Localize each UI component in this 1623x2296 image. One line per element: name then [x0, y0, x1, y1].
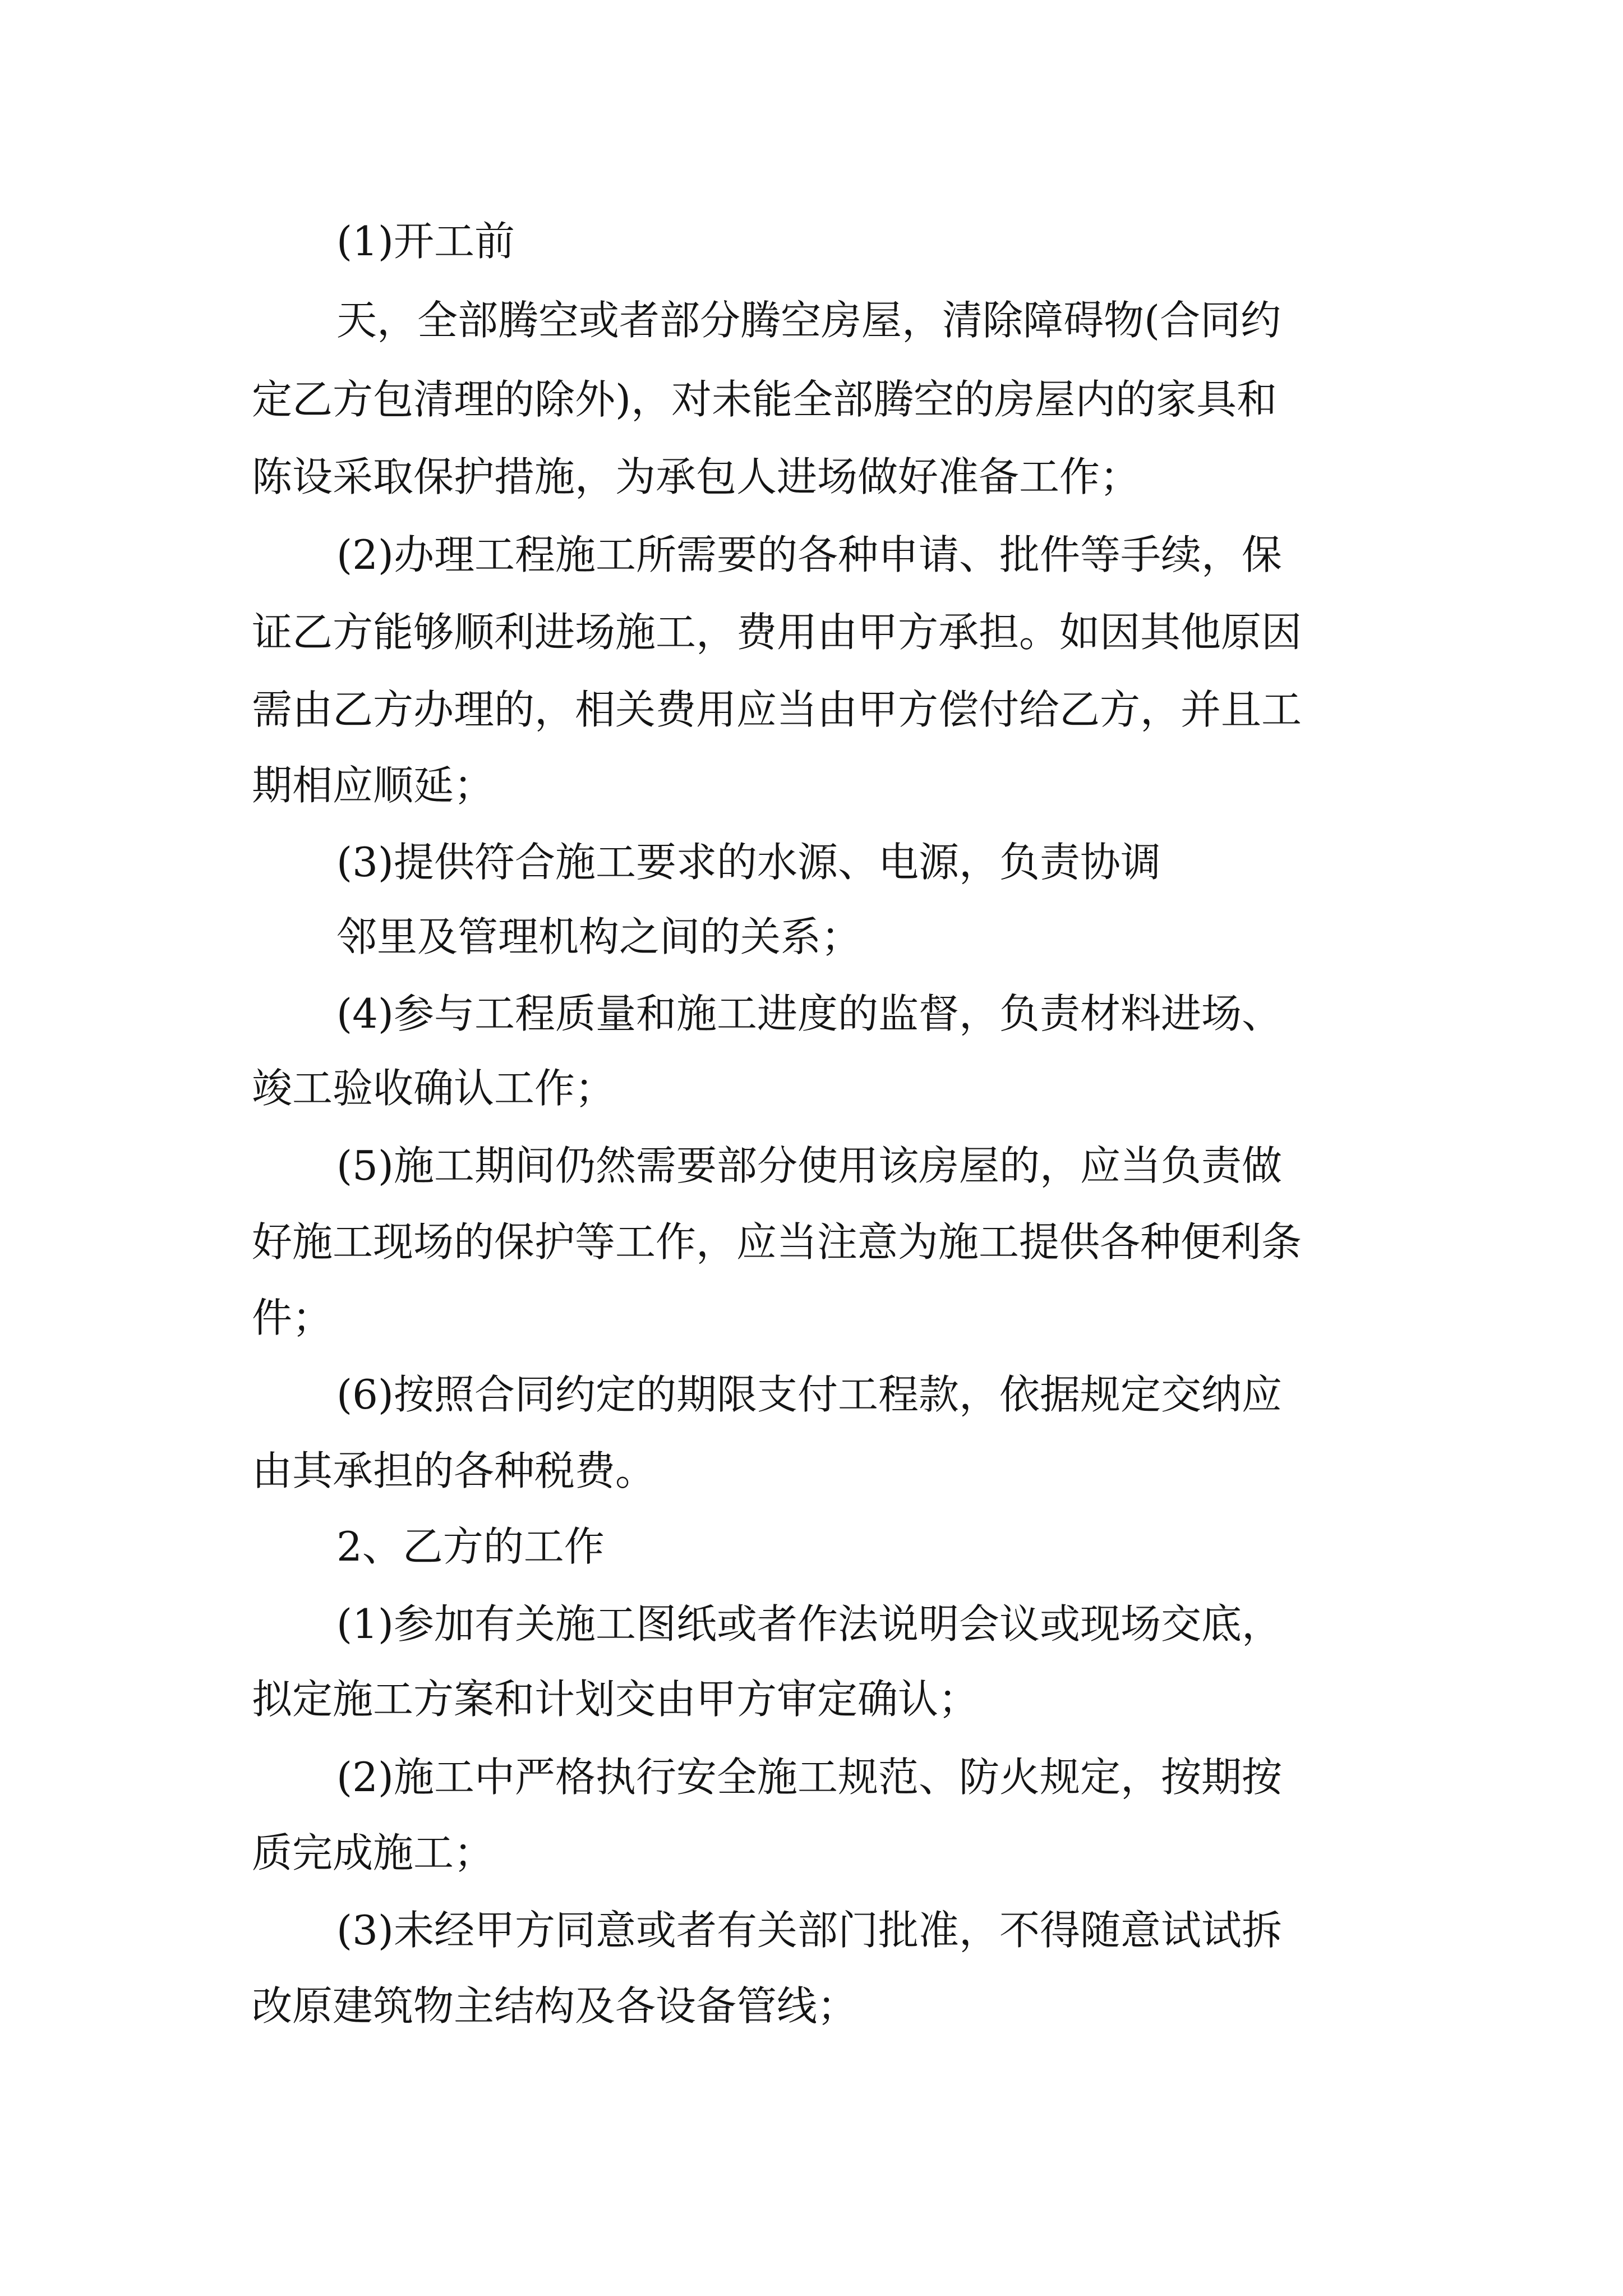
text-line: 邻里及管理机构之间的关系；: [336, 913, 862, 960]
text-line: (1)参加有关施工图纸或者作法说明会议或现场交底，: [336, 1600, 1282, 1648]
text-line: (2)施工中严格执行安全施工规范、防火规定，按期按: [336, 1754, 1282, 1801]
text-line: 竣工验收确认工作；: [252, 1065, 616, 1112]
text-line: 改原建筑物主结构及各设备管线；: [252, 1982, 858, 2030]
text-line: 由其承担的各种税费。: [252, 1447, 656, 1494]
text-line: (2)办理工程施工所需要的各种申请、批件等手续，保: [336, 531, 1282, 578]
text-line: 件；: [252, 1294, 333, 1341]
text-line: 拟定施工方案和计划交由甲方审定确认；: [252, 1676, 979, 1723]
text-line: 证乙方能够顺利进场施工，费用由甲方承担。如因其他原因: [252, 609, 1302, 656]
text-line: (3)未经甲方同意或者有关部门批准，不得随意试试拆: [336, 1907, 1282, 1954]
text-line: (1)开工前: [336, 218, 515, 265]
text-line: (4)参与工程质量和施工进度的监督，负责材料进场、: [336, 990, 1282, 1037]
text-line: 好施工现场的保护等工作，应当注意为施工提供各种便利条: [252, 1218, 1302, 1266]
text-line: 定乙方包清理的除外)，对未能全部腾空的房屋内的家具和: [252, 376, 1278, 423]
text-line: 天，全部腾空或者部分腾空房屋，清除障碍物(合同约: [336, 297, 1281, 344]
text-line: 期相应顺延；: [252, 762, 495, 809]
text-line: (5)施工期间仍然需要部分使用该房屋的，应当负责做: [336, 1142, 1282, 1189]
text-line: 需由乙方办理的，相关费用应当由甲方偿付给乙方，并且工: [252, 686, 1302, 733]
text-line: (6)按照合同约定的期限支付工程款，依据规定交纳应: [336, 1371, 1282, 1418]
text-line: (3)提供符合施工要求的水源、电源，负责协调: [336, 839, 1161, 886]
text-line: 2、乙方的工作: [336, 1523, 605, 1570]
text-line: 质完成施工；: [252, 1829, 495, 1876]
text-line: 陈设采取保护措施，为承包人进场做好准备工作；: [252, 453, 1141, 500]
